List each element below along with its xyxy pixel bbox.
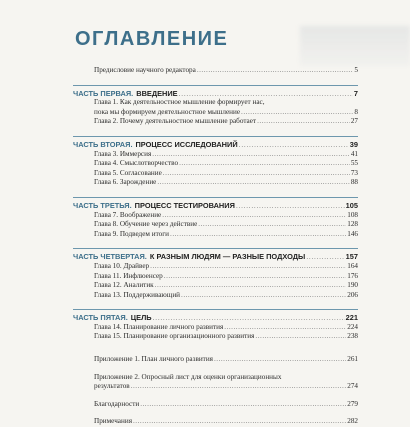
- entry-page: 164: [347, 261, 358, 270]
- entry-title: Глава 7. Воображение: [94, 210, 162, 219]
- entry-title: Глава 9. Подведем итоги: [94, 229, 170, 238]
- toc-chapter-13[interactable]: [73, 291, 358, 301]
- toc-appendix-2[interactable]: [73, 373, 358, 392]
- entry-title: Глава 4. Смыслотворчество: [94, 159, 179, 168]
- entry-page: 282: [347, 417, 358, 426]
- part-name: ПРОЦЕСС ИССЛЕДОВАНИЙ: [135, 139, 238, 149]
- part-name: ПРОЦЕСС ТЕСТИРОВАНИЯ: [134, 200, 235, 210]
- toc-part-3[interactable]: [73, 197, 358, 211]
- entry-page: 146: [347, 229, 358, 238]
- toc-notes[interactable]: [73, 417, 358, 427]
- leader-dots: [257, 117, 350, 127]
- leader-dots: [179, 159, 350, 169]
- entry-title: Глава 2. Почему деятельностное мышление работает: [94, 117, 257, 126]
- toc-chapter-5[interactable]: [73, 169, 358, 179]
- entry-page: 88: [350, 178, 358, 187]
- part-label: ЧАСТЬ ВТОРАЯ.: [73, 139, 133, 149]
- leader-dots: [306, 252, 344, 262]
- toc-chapter-12[interactable]: [73, 281, 358, 291]
- part-label: ЧАСТЬ ТРЕТЬЯ.: [73, 200, 132, 210]
- entry-page: 224: [347, 322, 358, 331]
- part-page: 221: [345, 313, 358, 323]
- entry-page: 27: [350, 117, 358, 126]
- entry-title: Глава 14. Планирование личного развития: [94, 322, 224, 331]
- toc-chapter-1[interactable]: [73, 98, 358, 117]
- part-label: ЧАСТЬ ПЯТАЯ.: [73, 313, 128, 323]
- toc-chapter-15[interactable]: [73, 332, 358, 342]
- entry-title-cont: пока мы формируем деятельностное мышление: [94, 107, 241, 116]
- entry-page: 41: [350, 149, 358, 158]
- entry-title: Глава 11. Инфлюенсер: [94, 271, 163, 280]
- leader-dots: [241, 108, 353, 118]
- toc-part-5[interactable]: [73, 309, 358, 323]
- leader-dots: [162, 211, 346, 221]
- entry-title: Глава 5. Согласование: [94, 168, 162, 177]
- entry-page: 176: [347, 271, 358, 280]
- part-name: ВВЕДЕНИЕ: [136, 88, 178, 98]
- leader-dots: [153, 313, 345, 323]
- toc-chapter-3[interactable]: [73, 150, 358, 160]
- leader-dots: [214, 355, 346, 365]
- entry-title: Глава 12. Аналитик: [94, 281, 154, 290]
- entry-page: 55: [350, 159, 358, 168]
- part-name: К РАЗНЫМ ЛЮДЯМ — РАЗНЫЕ ПОДХОДЫ: [149, 252, 306, 262]
- leader-dots: [181, 291, 346, 301]
- toc-chapter-14[interactable]: [73, 323, 358, 333]
- leader-dots: [133, 417, 346, 427]
- leader-dots: [163, 169, 350, 179]
- leader-dots: [157, 178, 349, 188]
- entry-title: Глава 13. Поддерживающий: [94, 290, 181, 299]
- entry-page: 5: [354, 66, 358, 74]
- toc-chapter-10[interactable]: [73, 262, 358, 272]
- entry-title: Глава 8. Обучение через действие: [94, 220, 198, 229]
- toc-chapter-6[interactable]: [73, 178, 358, 188]
- toc-appendix-1[interactable]: [73, 355, 358, 365]
- entry-page: 274: [347, 382, 358, 391]
- part-label: ЧАСТЬ ПЕРВАЯ.: [73, 88, 134, 98]
- toc-acknowledgements[interactable]: [73, 400, 358, 410]
- entry-page: 8: [354, 107, 358, 116]
- entry-page: 128: [347, 220, 358, 229]
- entry-title: Глава 6. Зарождение: [94, 178, 157, 187]
- toc-chapter-7[interactable]: [73, 211, 358, 221]
- part-page: 105: [345, 200, 358, 210]
- entry-title: Глава 1. Как деятельностное мышление формирует нас,: [94, 98, 265, 107]
- entry-title: Глава 10. Драйвер: [94, 261, 150, 270]
- entry-page: 206: [347, 290, 358, 299]
- toc-chapter-8[interactable]: [73, 220, 358, 230]
- leader-dots: [170, 230, 346, 240]
- entry-page: 190: [347, 281, 358, 290]
- toc-chapter-4[interactable]: [73, 159, 358, 169]
- entry-page: 108: [347, 210, 358, 219]
- entry-page: 261: [347, 355, 358, 364]
- leader-dots: [197, 66, 354, 76]
- entry-title: Благодарности: [94, 399, 140, 408]
- entry-page: 73: [350, 168, 358, 177]
- entry-title: Приложение 1. План личного развития: [94, 355, 213, 364]
- entry-page: 279: [347, 399, 358, 408]
- part-page: 39: [349, 139, 358, 149]
- toc-chapter-2[interactable]: [73, 117, 358, 127]
- part-page: 7: [353, 88, 358, 98]
- background-blur: [300, 26, 410, 66]
- leader-dots: [155, 281, 347, 291]
- entry-title: Глава 3. Иммерсия: [94, 149, 152, 158]
- toc-part-4[interactable]: [73, 248, 358, 262]
- entry-title: Примечания: [94, 417, 132, 426]
- leader-dots: [140, 400, 346, 410]
- entry-title: Предисловие научного редактора: [94, 66, 196, 74]
- part-name: ЦЕЛЬ: [130, 313, 152, 323]
- leader-dots: [152, 150, 350, 160]
- leader-dots: [236, 201, 345, 211]
- leader-dots: [255, 332, 346, 342]
- toc-part-1[interactable]: [73, 85, 358, 99]
- leader-dots: [150, 262, 346, 272]
- leader-dots: [198, 220, 346, 230]
- leader-dots: [239, 140, 349, 150]
- leader-dots: [164, 272, 346, 282]
- entry-title: Глава 15. Планирование организационного развития: [94, 332, 255, 341]
- part-label: ЧАСТЬ ЧЕТВЕРТАЯ.: [73, 252, 147, 262]
- toc-chapter-9[interactable]: [73, 230, 358, 240]
- table-of-contents: [73, 66, 358, 427]
- toc-entry-preface[interactable]: [73, 66, 358, 76]
- entry-page: 238: [347, 332, 358, 341]
- leader-dots: [224, 323, 346, 333]
- leader-dots: [179, 89, 353, 99]
- toc-part-2[interactable]: [73, 136, 358, 150]
- leader-dots: [131, 382, 347, 392]
- entry-title: Приложение 2. Опросный лист для оценки организационных: [94, 372, 282, 381]
- entry-title-cont: результатов: [94, 382, 130, 391]
- part-page: 157: [345, 252, 358, 262]
- page-title: ОГЛАВЛЕНИЕ: [75, 28, 229, 50]
- toc-chapter-11[interactable]: [73, 272, 358, 282]
